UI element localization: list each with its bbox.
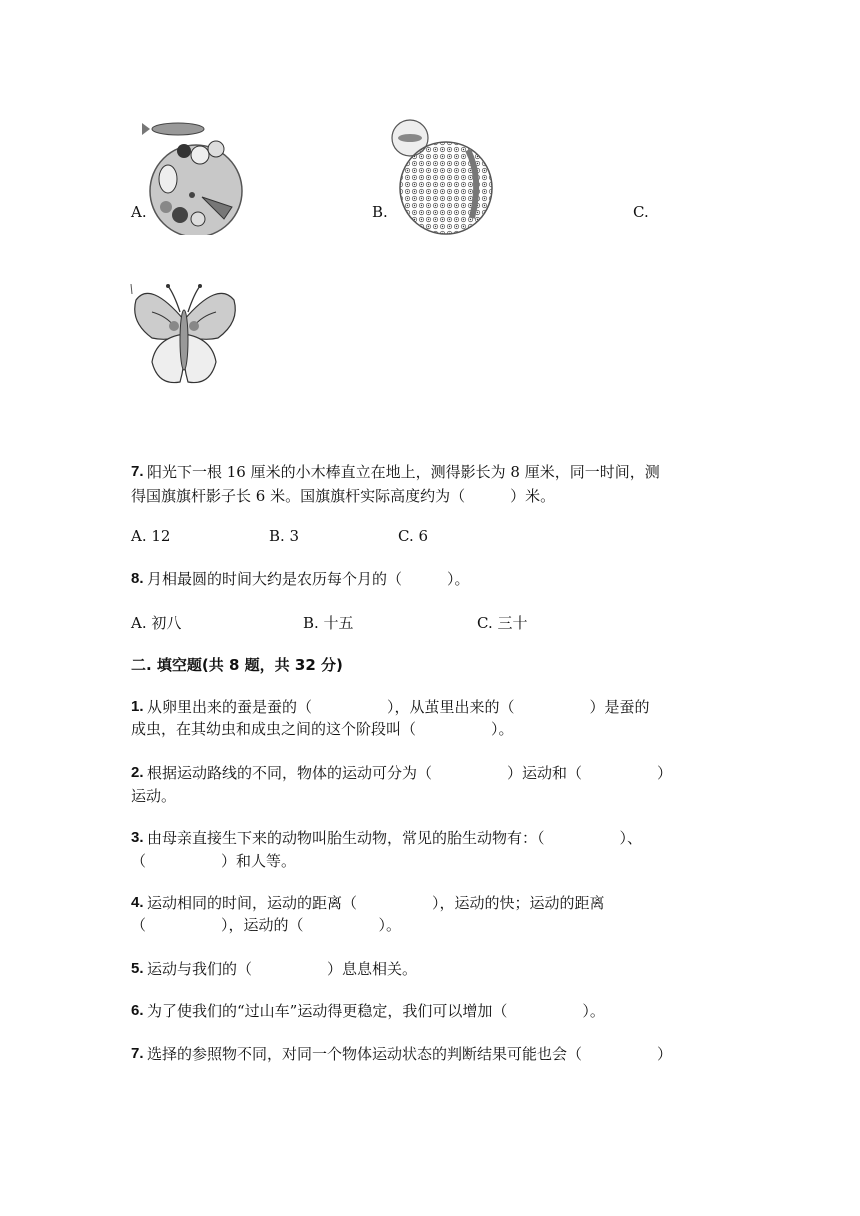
fill-2-number: 2.: [131, 764, 144, 781]
fill-3-line2: （ ）和人等。: [131, 852, 297, 870]
question-7-line1: 阳光下一根 16 厘米的小木棒直立在地上，测得影长为 8 厘米，同一时间，测: [147, 463, 660, 481]
question-7-option-a: A. 12: [131, 527, 171, 545]
question-8-text: 月相最圆的时间大约是农历每个月的（ ）。: [147, 570, 470, 588]
option-b-label: B.: [372, 203, 388, 221]
frog-spawn-circle-icon: [390, 118, 498, 236]
fill-4-number: 4.: [131, 894, 144, 911]
question-7-number: 7.: [131, 463, 144, 480]
fill-4-line2: （ ），运动的（ ）。: [131, 916, 402, 934]
fill-5-line1: 运动与我们的（ ）息息相关。: [147, 960, 418, 978]
fill-2-line1: 根据运动路线的不同，物体的运动可分为（ ）运动和（ ）: [147, 764, 673, 782]
fish-life-cycle-circle-icon: [140, 115, 250, 235]
fill-3-line1: 由母亲直接生下来的动物叫胎生动物，常见的胎生动物有：（ ）、: [147, 829, 643, 847]
question-8-option-c: C. 三十: [477, 614, 528, 632]
fill-5-number: 5.: [131, 960, 144, 977]
fill-1-line2: 成虫，在其幼虫和成虫之间的这个阶段叫（ ）。: [131, 720, 514, 738]
fill-1-line1: 从卵里出来的蚕是蚕的（ ），从茧里出来的（ ）是蚕的: [147, 698, 650, 716]
question-8-option-b: B. 十五: [303, 614, 354, 632]
fill-6-line1: 为了使我们的“过山车”运动得更稳定，我们可以增加（ ）。: [147, 1002, 605, 1020]
question-8-option-a: A. 初八: [131, 614, 182, 632]
option-a-label: A.: [131, 203, 147, 221]
section-2-title: 二. 填空题(共 8 题，共 32 分): [131, 656, 343, 674]
fill-2-line2: 运动。: [131, 787, 177, 805]
question-7-option-c: C. 6: [398, 527, 429, 545]
fill-4-line1: 运动相同的时间，运动的距离（ ），运动的快；运动的距离: [147, 894, 605, 912]
question-7-option-b: B. 3: [269, 527, 300, 545]
question-7-line2: 得国旗旗杆影子长 6 米。国旗旗杆实际高度约为（ ）米。: [131, 487, 556, 505]
fill-1-number: 1.: [131, 698, 144, 715]
question-8-number: 8.: [131, 570, 144, 587]
fill-6-number: 6.: [131, 1002, 144, 1019]
butterfly-icon: [130, 282, 242, 394]
option-c-label: C.: [633, 203, 649, 221]
fill-3-number: 3.: [131, 829, 144, 846]
fill-7-number: 7.: [131, 1045, 144, 1062]
fill-7-line1: 选择的参照物不同，对同一个物体运动状态的判断结果可能也会（ ）: [147, 1045, 673, 1063]
